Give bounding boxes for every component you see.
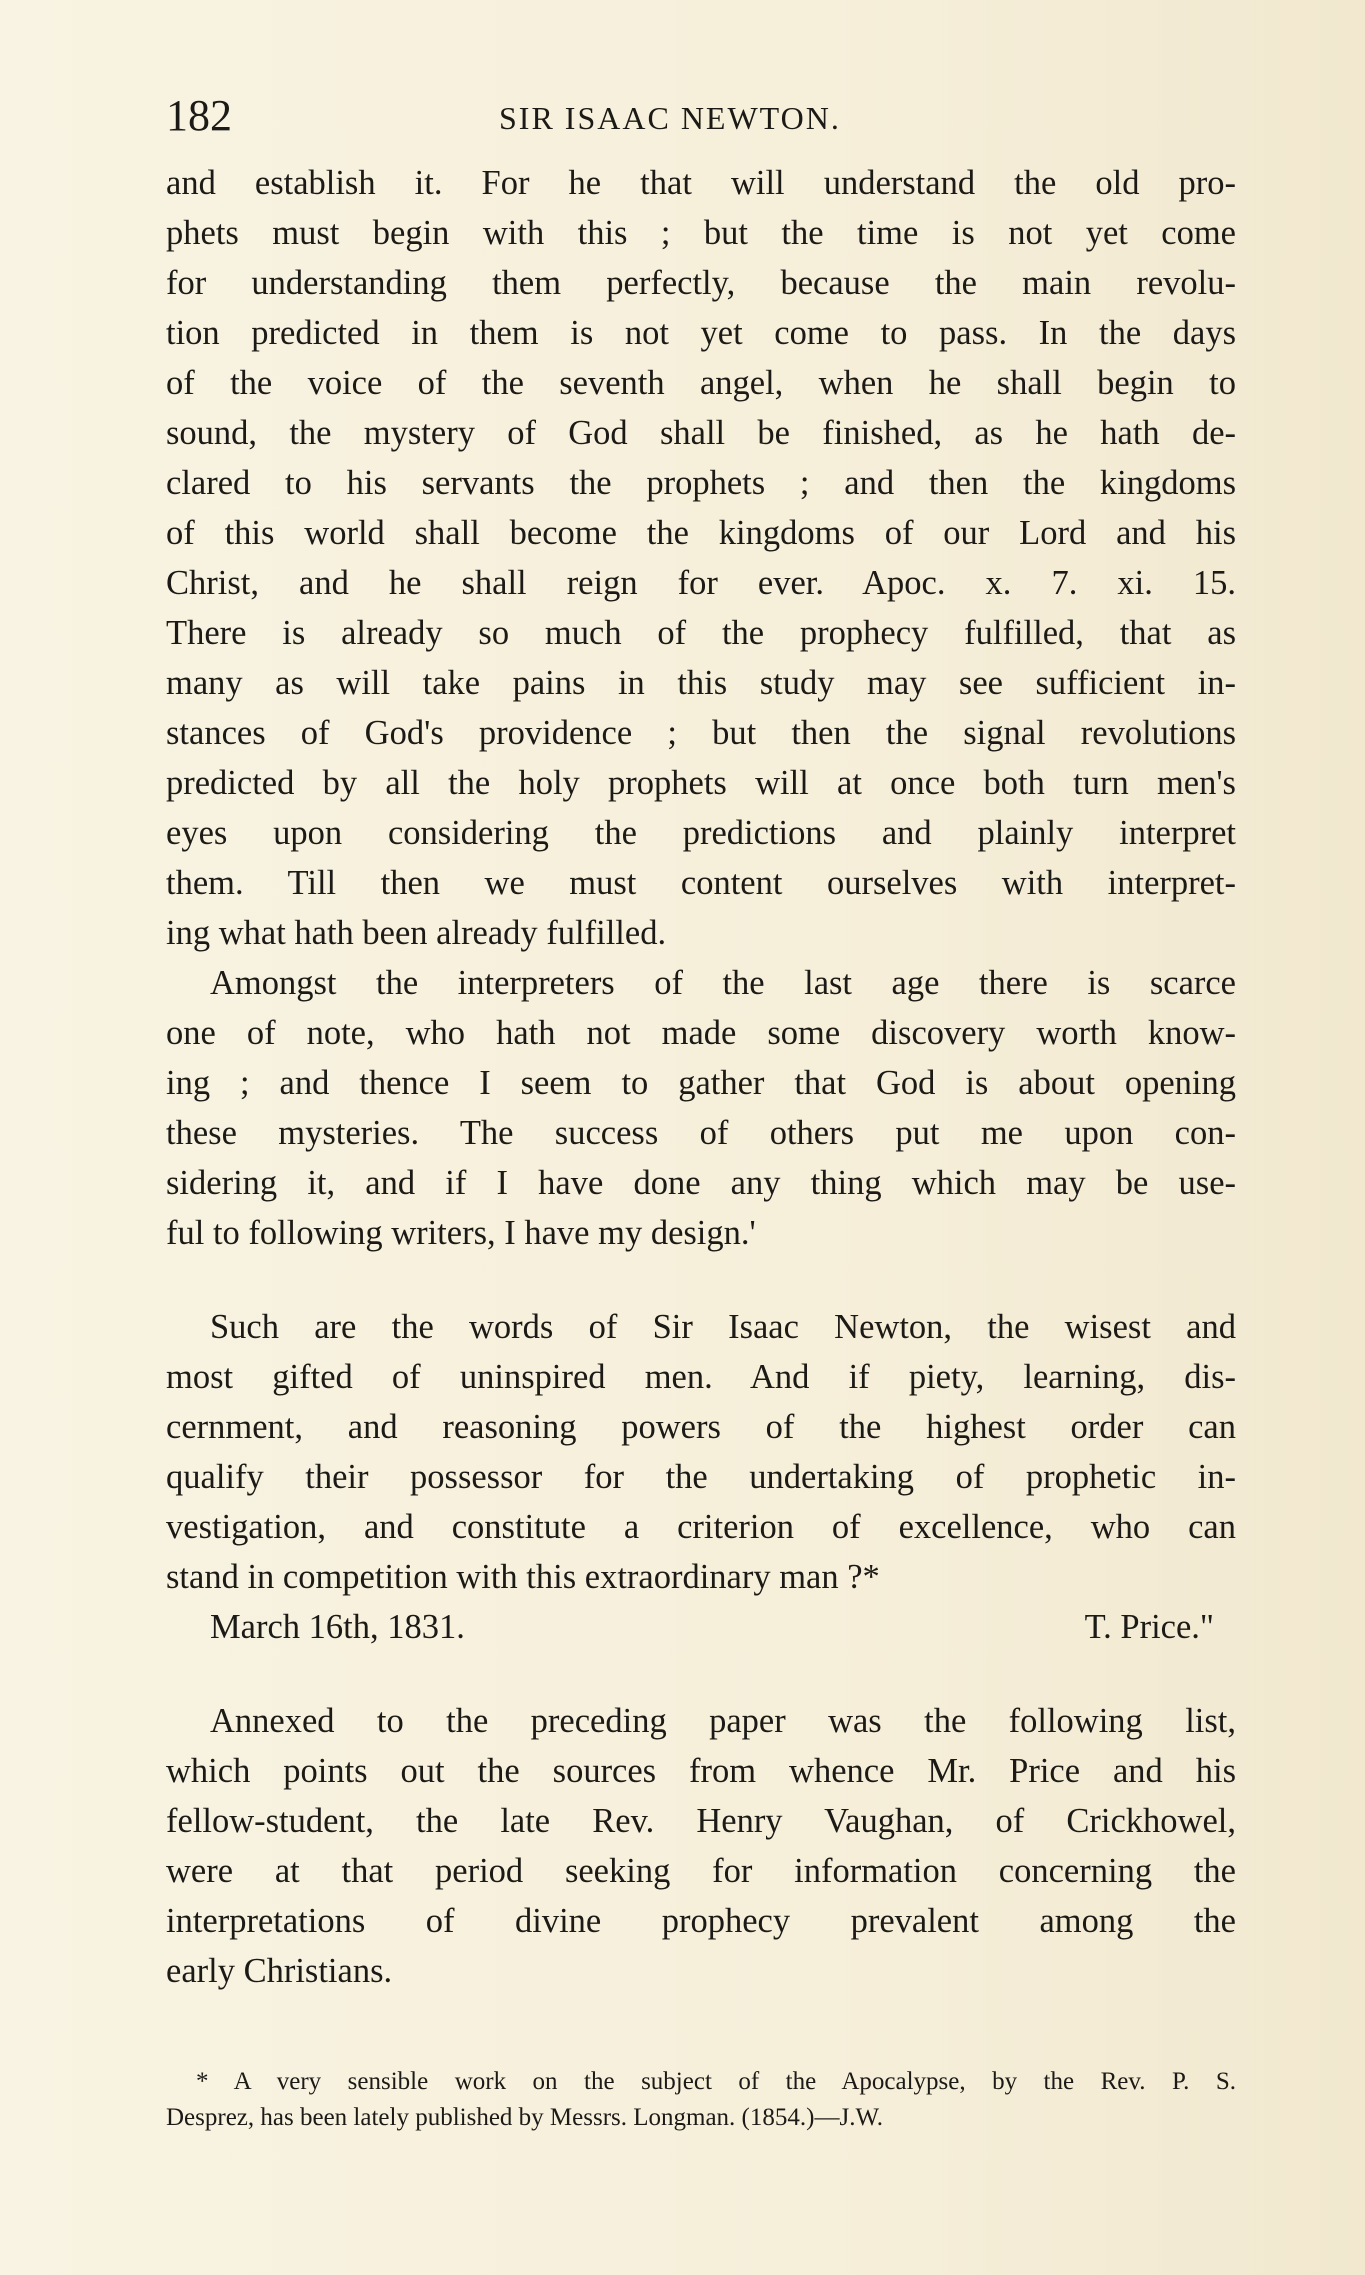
text-line: eyes upon considering the predictions and plainly interpret <box>166 814 1236 852</box>
text-line: and establish it. For he that will understand the old pro- <box>166 164 1236 202</box>
text-line: clared to his servants the prophets ; and then the kingdoms <box>166 464 1236 502</box>
body-text <box>166 158 1236 1996</box>
text-line: ing ; and thence I seem to gather that God is about opening <box>166 1064 1236 1102</box>
text-line: which points out the sources from whence Mr. Price and his <box>166 1752 1236 1790</box>
text-line: these mysteries. The success of others put me upon con- <box>166 1114 1236 1152</box>
text-line: sound, the mystery of God shall be finished, as he hath de- <box>166 414 1236 452</box>
text-line: interpretations of divine prophecy prevalent among the <box>166 1902 1236 1940</box>
text-line: of this world shall become the kingdoms of our Lord and his <box>166 514 1236 552</box>
text-line: Such are the words of Sir Isaac Newton, the wisest and <box>210 1308 1236 1346</box>
text-line: many as will take pains in this study may see sufficient in- <box>166 664 1236 702</box>
text-line: most gifted of uninspired men. And if piety, learning, dis- <box>166 1358 1236 1396</box>
page-header <box>166 88 1238 148</box>
footnote-line: * A very sensible work on the subject of the Apocalypse, by the Rev. P. S. <box>196 2068 1236 2095</box>
running-title: SIR ISAAC NEWTON. <box>499 100 841 136</box>
page-number: 182 <box>166 91 232 140</box>
text-line: tion predicted in them is not yet come to pass. In the days <box>166 314 1236 352</box>
text-line: for understanding them perfectly, because the main revolu- <box>166 264 1236 302</box>
text-line: ing what hath been already fulfilled. <box>166 914 667 952</box>
text-line: stand in competition with this extraordinary man ?* <box>166 1558 880 1596</box>
signature-name: T. Price." <box>1084 1608 1214 1646</box>
footnote <box>166 2064 1236 2136</box>
text-line: of the voice of the seventh angel, when he shall begin to <box>166 364 1236 402</box>
signature-date: March 16th, 1831. <box>210 1608 465 1646</box>
text-line: predicted by all the holy prophets will at once both turn men's <box>166 764 1236 802</box>
paragraph-gap <box>166 1258 1236 1302</box>
footnote-line: Desprez, has been lately published by Messrs. Longman. (1854.)—J.W. <box>166 2104 883 2131</box>
text-line: one of note, who hath not made some discovery worth know- <box>166 1014 1236 1052</box>
text-line: Christ, and he shall reign for ever. Apoc. x. 7. xi. 15. <box>166 564 1236 602</box>
paragraph-gap <box>166 1652 1236 1696</box>
text-line: ful to following writers, I have my design.' <box>166 1214 756 1252</box>
text-line: early Christians. <box>166 1952 393 1990</box>
text-line: There is already so much of the prophecy fulfilled, that as <box>166 614 1236 652</box>
text-line: them. Till then we must content ourselves with interpret- <box>166 864 1236 902</box>
text-line: qualify their possessor for the undertaking of prophetic in- <box>166 1458 1236 1496</box>
text-line: Amongst the interpreters of the last age there is scarce <box>210 964 1236 1002</box>
text-line: Annexed to the preceding paper was the following list, <box>210 1702 1236 1740</box>
signature-line <box>166 1602 1236 1652</box>
text-line: sidering it, and if I have done any thing which may be use- <box>166 1164 1236 1202</box>
text-line: vestigation, and constitute a criterion of excellence, who can <box>166 1508 1236 1546</box>
text-line: fellow-student, the late Rev. Henry Vaughan, of Crickhowel, <box>166 1802 1236 1840</box>
text-line: cernment, and reasoning powers of the highest order can <box>166 1408 1236 1446</box>
text-line: phets must begin with this ; but the time is not yet come <box>166 214 1236 252</box>
text-line: stances of God's providence ; but then the signal revolutions <box>166 714 1236 752</box>
text-line: were at that period seeking for information concerning the <box>166 1852 1236 1890</box>
